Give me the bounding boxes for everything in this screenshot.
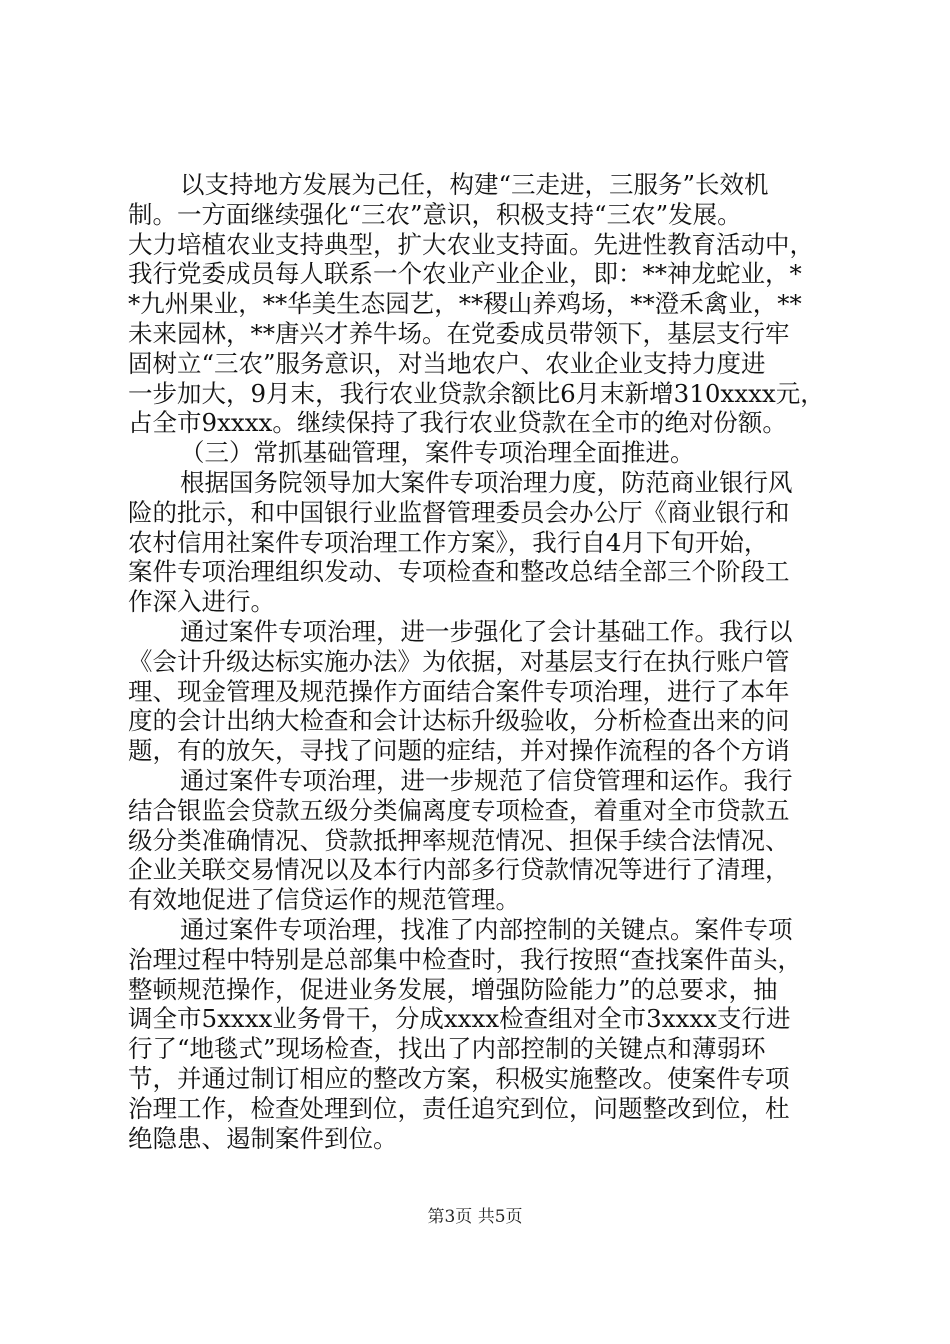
text-line: 固树立“三农”服务意识，对当地农户、农业企业支持力度进 (128, 348, 766, 378)
text-line: 未来园林，**唐兴才养牛场。在党委成员带领下，基层支行牢 (128, 318, 790, 348)
section-heading: （三）常抓基础管理，案件专项治理全面推进。 (180, 438, 695, 468)
text-line: 整顿规范操作，促进业务发展，增强防险能力”的总要求，抽 (128, 974, 778, 1004)
text-line: 《会计升级达标实施办法》为依据，对基层支行在执行账户管 (128, 646, 790, 676)
text-line: 案件专项治理组织发动、专项检查和整改总结全部三个阶段工 (128, 557, 790, 587)
text-line: 通过案件专项治理，进一步强化了会计基础工作。我行以 (180, 616, 793, 646)
text-line: 根据国务院领导加大案件专项治理力度，防范商业银行风 (180, 467, 793, 497)
text-line: 占全市9xxxx。继续保持了我行农业贷款在全市的绝对份额。 (128, 408, 787, 438)
text-line: 以支持地方发展为己任，构建“三走进，三服务”长效机 (180, 170, 769, 199)
text-line: 一步加大，9月末，我行农业贷款余额比6月末新增310xxxx元， (128, 378, 825, 408)
text-line: 农村信用社案件专项治理工作方案》，我行自4月下旬开始， (128, 527, 769, 557)
text-line: 通过案件专项治理，进一步规范了信贷管理和运作。我行 (180, 765, 793, 795)
body-text (128, 170, 828, 1153)
text-line: 行了“地毯式”现场检查，找出了内部控制的关键点和薄弱环 (128, 1034, 766, 1064)
text-line: 节，并通过制订相应的整改方案，积极实施整改。使案件专项 (128, 1063, 790, 1093)
text-line: 治理过程中特别是总部集中检查时，我行按照“查找案件苗头， (128, 944, 803, 974)
text-line: 度的会计出纳大检查和会计达标升级验收，分析检查出来的问 (128, 706, 790, 736)
text-line: *九州果业，**华美生态园艺，**稷山养鸡场，**澄禾禽业，** (128, 289, 802, 319)
text-line: 企业关联交易情况以及本行内部多行贷款情况等进行了清理， (128, 855, 790, 885)
page-footer: 第3页 共5页 (427, 1207, 523, 1227)
text-line: 题，有的放矢，寻找了问题的症结，并对操作流程的各个方诮 (128, 736, 790, 766)
text-line: 级分类准确情况、贷款抵押率规范情况、担保手续合法情况、 (128, 825, 790, 855)
text-line: 理、现金管理及规范操作方面结合案件专项治理，进行了本年 (128, 676, 790, 706)
text-line: 治理工作，检查处理到位，责任追究到位，问题整改到位，杜 (128, 1093, 790, 1123)
text-line: 大力培植农业支持典型，扩大农业支持面。先进性教育活动中， (128, 229, 814, 259)
text-line: 险的批示，和中国银行业监督管理委员会办公厅《商业银行和 (128, 497, 790, 527)
text-line: 结合银监会贷款五级分类偏离度专项检查，着重对全市贷款五 (128, 795, 790, 825)
text-line: 有效地促进了信贷运作的规范管理。 (128, 885, 520, 915)
text-line: 通过案件专项治理，找准了内部控制的关键点。案件专项 (180, 914, 793, 944)
text-line: 绝隐患、遏制案件到位。 (128, 1123, 398, 1153)
text-line: 我行党委成员每人联系一个农业产业企业，即：**神龙蛇业，* (128, 259, 802, 289)
text-line: 制。一方面继续强化“三农”意识，积极支持“三农”发展。 (128, 199, 742, 229)
text-line: 作深入进行。 (128, 587, 275, 617)
text-line: 调全市5xxxx业务骨干，分成xxxx检查组对全市3xxxx支行进 (128, 1004, 791, 1034)
